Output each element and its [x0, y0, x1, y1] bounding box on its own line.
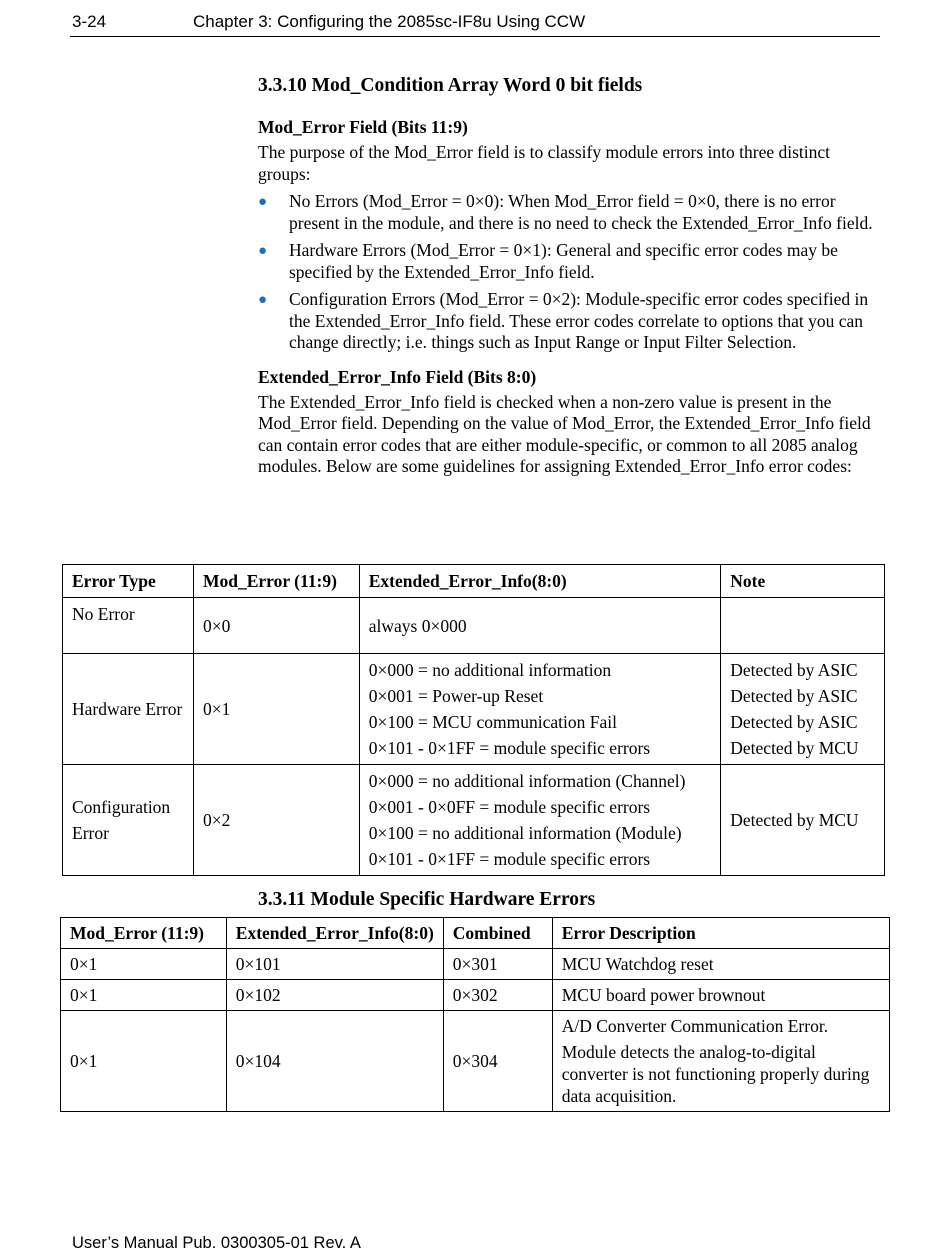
- ext-info-line: 0×001 = Power-up Reset: [368, 686, 544, 706]
- main-content: [258, 74, 883, 484]
- table-row: [61, 1011, 890, 1112]
- chapter-title: Chapter 3: Configuring the 2085sc-IF8u Using CCW: [193, 12, 586, 31]
- mod-error-heading: Mod_Error Field (Bits 11:9): [258, 117, 468, 137]
- combined-cell: 0×302: [443, 980, 552, 1011]
- section-title: 3.3.10 Mod_Condition Array Word 0 bit fields: [258, 75, 643, 96]
- bullet-icon: ●: [258, 194, 268, 210]
- ext-info-cell: [359, 654, 721, 765]
- mod-error-list: [258, 191, 883, 354]
- description-cell: MCU Watchdog reset: [552, 949, 889, 980]
- description-line: A/D Converter Communication Error.: [561, 1016, 829, 1036]
- mod-error-intro: The purpose of the Mod_Error field is to classify module errors into three distinct groups:: [258, 142, 831, 184]
- ext-info-line: 0×101 - 0×1FF = module specific errors: [368, 738, 651, 758]
- ext-error-body: The Extended_Error_Info field is checked when a non-zero value is present in the Mod_Error field. Depending on the value of Mod_Error, the Extended_Error_Info field can contain error codes that are either module-specific, or common to all 2085 analog modules. Below are some guidelines for assigning Extended_Error_Info error codes:: [258, 391, 871, 476]
- mod-error-cell: 0×1: [61, 1011, 227, 1112]
- note-line: Detected by ASIC: [730, 686, 858, 706]
- ext-info-cell: always 0×000: [359, 598, 721, 654]
- ext-info-line: 0×101 - 0×1FF = module specific errors: [368, 849, 651, 869]
- description-cell: MCU board power brownout: [552, 980, 889, 1011]
- combined-cell: 0×304: [443, 1011, 552, 1112]
- table-header: Extended_Error_Info(8:0): [226, 918, 443, 949]
- table-header-row: [63, 565, 885, 598]
- ext-info-line: 0×100 = MCU communication Fail: [368, 712, 617, 732]
- note-cell: [721, 598, 885, 654]
- description-cell: [552, 1011, 889, 1112]
- table-header: Mod_Error (11:9): [193, 565, 359, 598]
- list-item-text: No Errors (Mod_Error = 0×0): When Mod_Error field = 0×0, there is no error present in the module, and there is no need to check the Extended_Error_Info field.: [289, 191, 873, 233]
- ext-info-line: 0×000 = no additional information (Channel): [368, 771, 686, 791]
- ext-info-cell: 0×101: [226, 949, 443, 980]
- table-header: Error Type: [63, 565, 194, 598]
- table-row: [61, 949, 890, 980]
- ext-info-cell: 0×104: [226, 1011, 443, 1112]
- mod-error-cell: 0×0: [193, 598, 359, 654]
- hardware-errors-table: [60, 917, 890, 1112]
- list-item: [258, 289, 883, 354]
- list-item-text: Hardware Errors (Mod_Error = 0×1): General and specific error codes may be specified by the Extended_Error_Info field.: [289, 240, 838, 282]
- table-header: Mod_Error (11:9): [61, 918, 227, 949]
- table-header: Combined: [443, 918, 552, 949]
- list-item-text: Configuration Errors (Mod_Error = 0×2): Module-specific error codes specified in the Extended_Error_Info field. These error codes correlate to options that you can change directly; i.e. things such as Input Range or Input Filter Selection.: [289, 289, 869, 352]
- page-header: [70, 12, 880, 37]
- note-cell: Detected by MCU: [721, 765, 885, 876]
- list-item: [258, 240, 883, 283]
- mod-error-cell: 0×2: [193, 765, 359, 876]
- table-header-row: [61, 918, 890, 949]
- ext-info-line: 0×000 = no additional information: [368, 660, 612, 680]
- error-type-cell: No Error: [63, 598, 194, 654]
- bullet-icon: ●: [258, 243, 268, 259]
- description-line: Module detects the analog-to-digital converter is not functioning properly during data acquisition.: [561, 1042, 870, 1106]
- mod-error-cell: 0×1: [61, 980, 227, 1011]
- table-header: Note: [721, 565, 885, 598]
- mod-error-cell: 0×1: [61, 949, 227, 980]
- error-type-cell: Configuration Error: [63, 765, 194, 876]
- ext-error-heading: Extended_Error_Info Field (Bits 8:0): [258, 366, 537, 387]
- page-number: 3-24: [72, 12, 107, 31]
- error-type-cell: Hardware Error: [63, 654, 194, 765]
- ext-info-line: 0×001 - 0×0FF = module specific errors: [368, 797, 651, 817]
- bullet-icon: ●: [258, 292, 268, 308]
- ext-info-cell: [359, 765, 721, 876]
- table-row: [63, 765, 885, 876]
- ext-info-cell: 0×102: [226, 980, 443, 1011]
- table-row: [61, 980, 890, 1011]
- page-footer: User’s Manual Pub. 0300305-01 Rev. A: [72, 1234, 361, 1252]
- table-row: [63, 654, 885, 765]
- note-line: Detected by MCU: [730, 738, 859, 758]
- note-line: Detected by ASIC: [730, 660, 858, 680]
- error-type-table: [62, 564, 885, 876]
- combined-cell: 0×301: [443, 949, 552, 980]
- table-header: Error Description: [552, 918, 889, 949]
- mod-error-cell: 0×1: [193, 654, 359, 765]
- table-header: Extended_Error_Info(8:0): [359, 565, 721, 598]
- table-row: [63, 598, 885, 654]
- list-item: [258, 191, 883, 234]
- section-2-title: 3.3.11 Module Specific Hardware Errors: [258, 889, 596, 910]
- note-cell: [721, 654, 885, 765]
- note-line: Detected by ASIC: [730, 712, 858, 732]
- ext-info-line: 0×100 = no additional information (Module): [368, 823, 682, 843]
